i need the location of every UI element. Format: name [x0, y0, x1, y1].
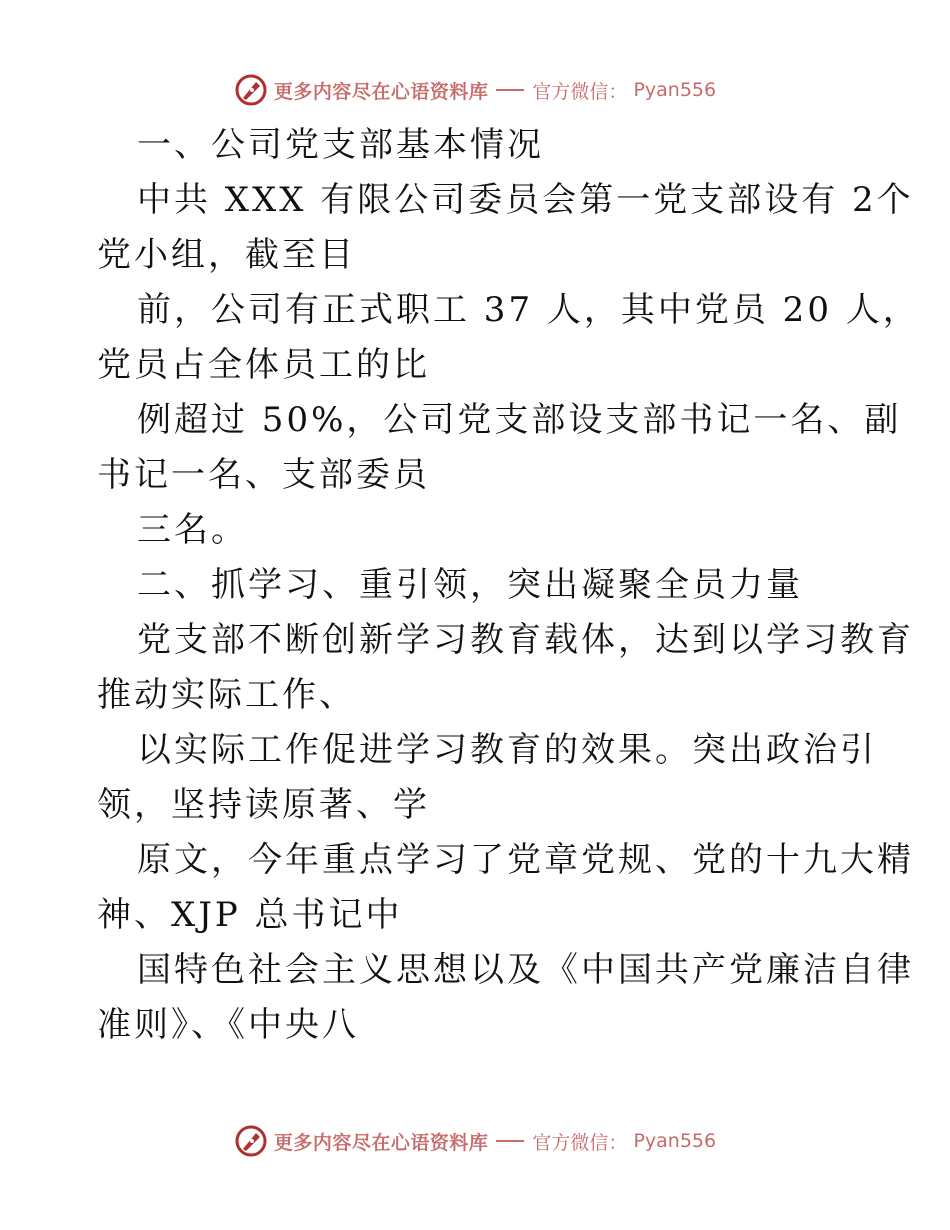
text-line: 书记一名、支部委员 — [97, 455, 430, 495]
text-line: 党小组，截至目 — [97, 235, 356, 275]
text-line: 中共 XXX 有限公司委员会第一党支部设有 2个 — [137, 180, 914, 220]
text-line: 国特色社会主义思想以及《中国共产党廉洁自律 — [137, 950, 914, 990]
banner-handle: Pyan556 — [633, 1130, 717, 1152]
banner-main-text: 更多内容尽在心语资料库 — [273, 1131, 489, 1154]
text-line: 党员占全体员工的比 — [97, 345, 430, 385]
text-line: 原文，今年重点学习了党章党规、党的十九大精 — [137, 840, 914, 880]
text-line: 前，公司有正式职工 37 人，其中党员 20 人， — [137, 290, 920, 330]
text-line: 三名。 — [137, 510, 248, 550]
text-line: 准则》、《中央八 — [97, 1005, 359, 1045]
banner-official-label: 官方微信： — [532, 1131, 628, 1154]
text-line: 领，坚持读原著、学 — [97, 785, 430, 825]
banner-separator — [496, 1140, 524, 1142]
pen-nib-logo-icon — [234, 1124, 268, 1158]
document-body — [97, 118, 920, 1053]
pen-nib-logo-icon — [234, 73, 268, 107]
text-line: 二、抓学习、重引领，突出凝聚全员力量 — [137, 565, 803, 605]
banner-handle: Pyan556 — [633, 79, 717, 101]
text-line: 一、公司党支部基本情况 — [137, 125, 544, 165]
text-line: 推动实际工作、 — [97, 675, 356, 715]
banner-separator — [496, 89, 524, 91]
text-line: 党支部不断创新学习教育载体，达到以学习教育 — [137, 620, 914, 660]
footer-banner — [0, 1121, 950, 1161]
banner-main-text: 更多内容尽在心语资料库 — [273, 80, 489, 103]
text-line: 神、XJP 总书记中 — [97, 895, 403, 935]
header-banner — [0, 70, 950, 110]
text-line: 例超过 50%，公司党支部设支部书记一名、副 — [137, 400, 902, 440]
banner-official-label: 官方微信： — [532, 80, 628, 103]
text-line: 以实际工作促进学习教育的效果。突出政治引 — [137, 730, 877, 770]
